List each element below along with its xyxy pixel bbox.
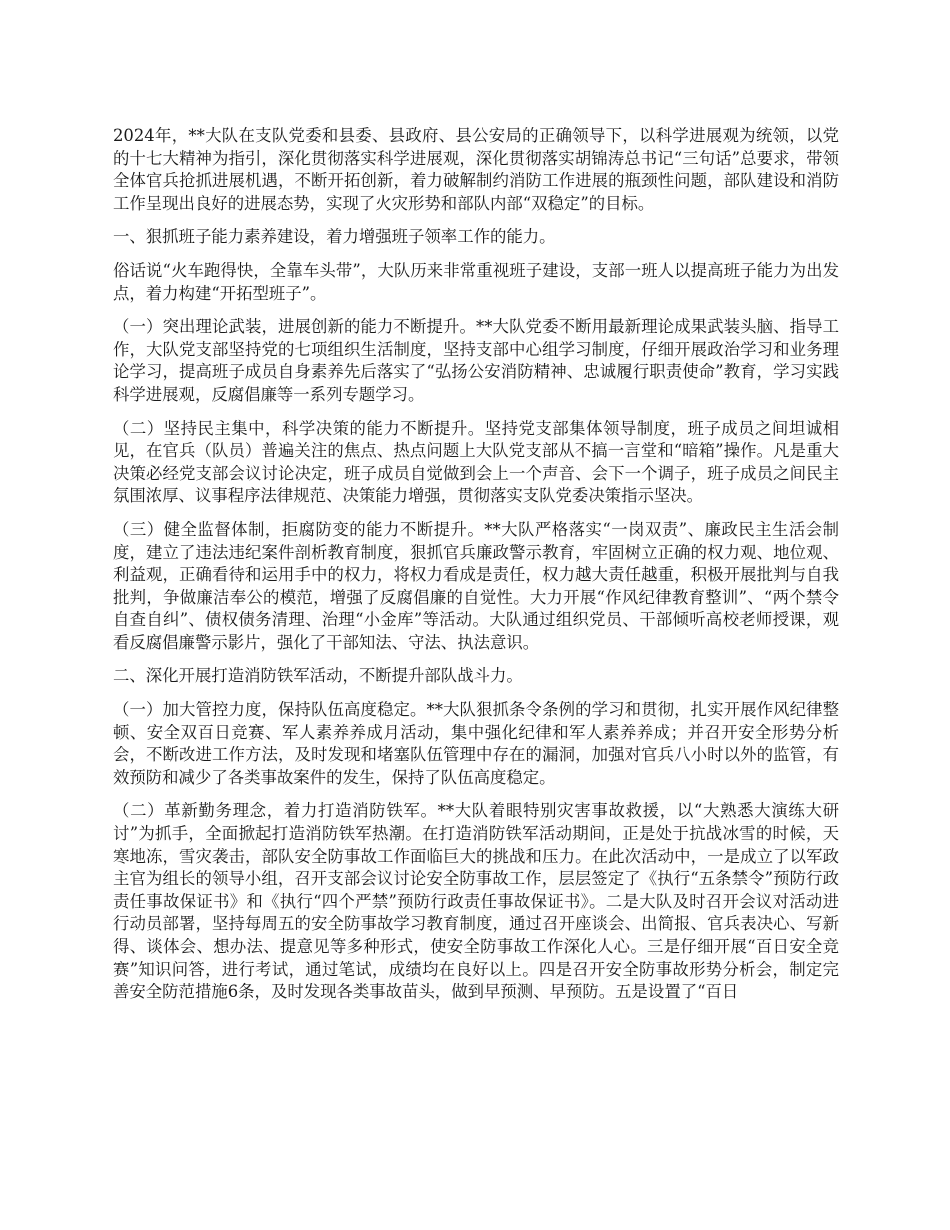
paragraph-theory: （一）突出理论武装，进展创新的能力不断提升。**大队党委不断用最新理论成果武装头脑、指导工作，大队党支部坚持党的七项组织生活制度，坚持支部中心组学习制度，仔细开展政治学习和业务理论学习，提高班子成员自身素养先后落实了“弘扬公安消防精神、忠诚履行职责使命”教育，学习实践科学进展观，反腐倡廉等一系列专题学习。 [113, 317, 839, 404]
paragraph-control: （一）加大管控力度，保持队伍高度稳定。**大队狠抓条令条例的学习和贯彻，扎实开展作风纪律整顿、安全双百日竞赛、军人素养养成月活动，集中强化纪律和军人素养养成；并召开安全形势分析会，不断改进工作方法，及时发现和堵塞队伍管理中存在的漏洞，加强对官兵八小时以外的监管，有效预防和减少了各类事故案件的发生，保持了队伍高度稳定。 [113, 700, 839, 787]
document-body [113, 125, 839, 1015]
paragraph-supervision: （三）健全监督体制，拒腐防变的能力不断提升。**大队严格落实“一岗双责”、廉政民主生活会制度，建立了违法违纪案件剖析教育制度，狠抓官兵廉政警示教育，牢固树立正确的权力观、地位观、利益观，正确看待和运用手中的权力，将权力看成是责任，权力越大责任越重，积极开展批判与自我批判，争做廉洁奉公的模范，增强了反腐倡廉的自觉性。大力开展“作风纪律教育整训”、“两个禁令自查自纠”、债权债务清理、治理“小金库”等活动。大队通过组织党员、干部倾听高校老师授课，观看反腐倡廉警示影片，强化了干部知法、守法、执法意识。 [113, 519, 839, 652]
intro-paragraph: 2024年，**大队在支队党委和县委、县政府、县公安局的正确领导下，以科学进展观为统领，以党的十七大精神为指引，深化贯彻落实科学进展观，深化贯彻落实胡锦涛总书记“三句话”总要求，带领全体官兵抢抓进展机遇，不断开拓创新，着力破解制约消防工作进展的瓶颈性问题，部队建设和消防工作呈现出良好的进展态势，实现了火灾形势和部队内部“双稳定”的目标。 [113, 126, 839, 213]
paragraph-duty: （二）革新勤务理念，着力打造消防铁军。**大队着眼特别灾害事故救援，以“大熟悉大演练大研讨”为抓手，全面掀起打造消防铁军热潮。在打造消防铁军活动期间，正是处于抗战冰雪的时候，天寒地冻，雪灾袭击，部队安全防事故工作面临巨大的挑战和压力。在此次活动中，一是成立了以军政主官为组长的领导小组，召开支部会议讨论安全防事故工作，层层签定了《执行“五条禁令”预防行政责任事故保证书》和《执行“四个严禁”预防行政责任事故保证书》。二是大队及时召开会议对活动进行动员部署，坚持每周五的安全防事故学习教育制度，通过召开座谈会、出简报、官兵表决心、写新得、谈体会、想办法、提意见等多种形式，使安全防事故工作深化人心。三是仔细开展“百日安全竞赛”知识问答，进行考试，通过笔试，成绩均在良好以上。四是召开安全防事故形势分析会，制定完善安全防范措施6条，及时发现各类事故苗头，做到早预测、早预防。五是设置了“百日 [113, 801, 839, 1002]
paragraph-democracy: （二）坚持民主集中，科学决策的能力不断提升。坚持党支部集体领导制度，班子成员之间坦诚相见，在官兵（队员）普遍关注的焦点、热点问题上大队党支部从不搞一言堂和“暗箱”操作。凡是重大决策必经党支部会议讨论决定，班子成员自觉做到会上一个声音、会下一个调子，班子成员之间民主氛围浓厚、议事程序法律规范、决策能力增强，贯彻落实支队党委决策指示坚决。 [113, 418, 839, 506]
section-heading-2: 二、深化开展打造消防铁军活动，不断提升部队战斗力。 [113, 666, 523, 686]
section-heading-1: 一、狠抓班子能力素养建设，着力增强班子领率工作的能力。 [113, 227, 556, 247]
paragraph-proverb: 俗话说“火车跑得快，全靠车头带”，大队历来非常重视班子建设，支部一班人以提高班子能力为出发点，着力构建“开拓型班子”。 [113, 260, 839, 303]
